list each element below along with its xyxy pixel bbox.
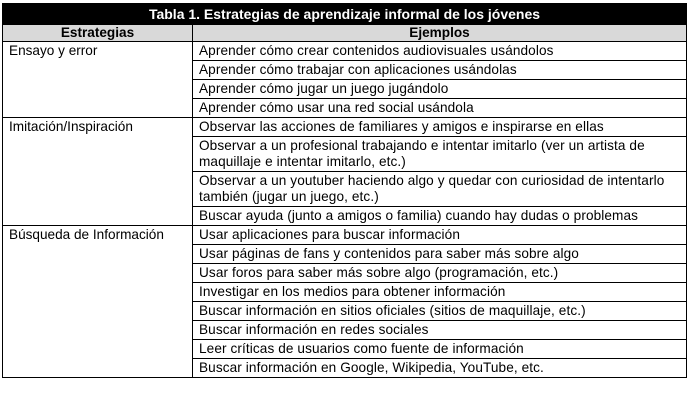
- table-caption: Tabla 1. Estrategias de aprendizaje informal de los jóvenes: [3, 4, 687, 25]
- example-cell: Observar a un profesional trabajando e intentar imitarlo (ver un artista de maquillaje e intentar imitarlo, etc.): [193, 137, 687, 172]
- example-cell: Investigar en los medios para obtener información: [193, 283, 687, 302]
- table-row: [3, 226, 687, 245]
- example-cell: Buscar ayuda (junto a amigos o familia) cuando hay dudas o problemas: [193, 207, 687, 226]
- strategies-table: [2, 3, 687, 378]
- table-row: [3, 42, 687, 61]
- header-strategies: Estrategias: [3, 25, 193, 42]
- example-cell: Leer críticas de usuarios como fuente de información: [193, 340, 687, 359]
- example-cell: Observar las acciones de familiares y amigos e inspirarse en ellas: [193, 118, 687, 137]
- example-cell: Usar páginas de fans y contenidos para saber más sobre algo: [193, 245, 687, 264]
- strategies-table-container: [2, 3, 686, 378]
- header-examples: Ejemplos: [193, 25, 687, 42]
- example-cell: Aprender cómo usar una red social usándola: [193, 99, 687, 118]
- example-cell: Usar foros para saber más sobre algo (programación, etc.): [193, 264, 687, 283]
- example-cell: Aprender cómo jugar un juego jugándolo: [193, 80, 687, 99]
- strategy-cell: Búsqueda de Información: [3, 226, 193, 378]
- table-row: [3, 118, 687, 137]
- example-cell: Aprender cómo crear contenidos audiovisuales usándolos: [193, 42, 687, 61]
- header-row: [3, 25, 687, 42]
- example-cell: Aprender cómo trabajar con aplicaciones usándolas: [193, 61, 687, 80]
- strategy-cell: Imitación/Inspiración: [3, 118, 193, 226]
- strategy-cell: Ensayo y error: [3, 42, 193, 118]
- example-cell: Buscar información en redes sociales: [193, 321, 687, 340]
- example-cell: Usar aplicaciones para buscar información: [193, 226, 687, 245]
- caption-row: [3, 4, 687, 25]
- example-cell: Buscar información en sitios oficiales (sitios de maquillaje, etc.): [193, 302, 687, 321]
- example-cell: Observar a un youtuber haciendo algo y quedar con curiosidad de intentarlo también (jugar un juego, etc.): [193, 172, 687, 207]
- example-cell: Buscar información en Google, Wikipedia, YouTube, etc.: [193, 359, 687, 378]
